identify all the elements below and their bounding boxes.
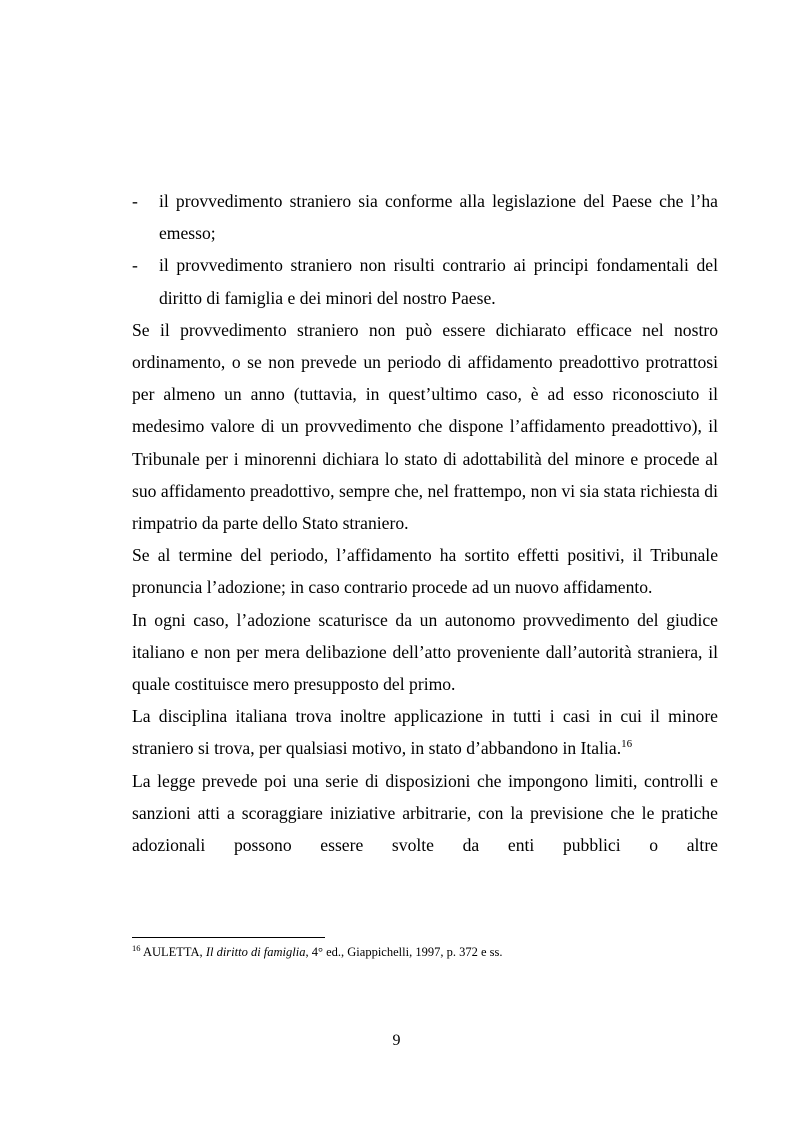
bullet-item [132, 249, 718, 313]
page-number: 9 [392, 1032, 401, 1049]
footnote-reference: 16 [621, 738, 633, 751]
bullet-text: il provvedimento straniero non risulti contrario ai principi fondamentali del diritto di famiglia e dei minori del nostro Paese. [159, 255, 718, 308]
bullet-text: il provvedimento straniero sia conforme alla legislazione del Paese che l’ha emesso; [159, 191, 718, 244]
footnote [132, 944, 718, 960]
bullet-marker: - [132, 191, 138, 211]
footnote-divider [132, 937, 325, 938]
footnote-author: AULETTA, [142, 945, 203, 959]
paragraph: La legge prevede poi una serie di disposizioni che impongono limiti, controlli e sanzioni atti a scoraggiare iniziative arbitrarie, con la previsione che le pratiche adozionali possono essere svolte da enti pubblici o altre [132, 770, 718, 856]
footnote-number: 16 [132, 942, 141, 953]
paragraph: Se il provvedimento straniero non può essere dichiarato efficace nel nostro ordinamento, o se non prevede un periodo di affidamento preadottivo protrattosi per almeno un anno (tuttavia, in quest’ultimo caso, è ad esso riconosciuto il medesimo valore di un provvedimento che dispone l’affidamento preadottivo), il Tribunale per i minorenni dichiara lo stato di adottabilità del minore e procede al suo affidamento preadottivo, sempre che, nel frattempo, non vi sia stata richiesta di rimpatrio da parte dello Stato straniero. [132, 319, 718, 534]
bullet-item [132, 185, 718, 249]
footnote-details: , 4° ed., Giappichelli, 1997, p. 372 e ss. [305, 945, 503, 959]
body-text [132, 185, 718, 861]
paragraph: Se al termine del periodo, l’affidamento ha sortito effetti positivi, il Tribunale pronuncia l’adozione; in caso contrario procede ad un nuovo affidamento. [132, 545, 718, 598]
footnote-title: Il diritto di famiglia [205, 945, 306, 959]
paragraph: In ogni caso, l’adozione scaturisce da un autonomo provvedimento del giudice italiano e non per mera delibazione dell’atto proveniente dall’autorità straniera, il quale costituisce mero presupposto del primo. [132, 609, 718, 695]
bullet-marker: - [132, 255, 138, 276]
paragraph [132, 700, 718, 764]
paragraph-text: La disciplina italiana trova inoltre applicazione in tutti i casi in cui il minore straniero si trova, per qualsiasi motivo, in stato d’abbandono in Italia. [132, 706, 718, 759]
